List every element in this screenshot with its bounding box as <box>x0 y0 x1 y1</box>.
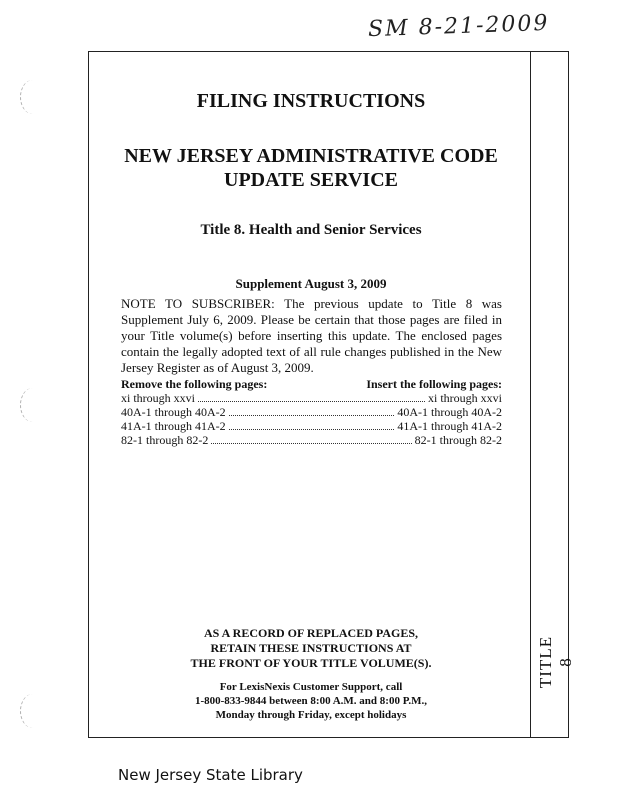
page-list-header <box>121 377 502 391</box>
leader-dots <box>198 401 425 402</box>
supplement-date: Supplement August 3, 2009 <box>235 276 387 291</box>
tab-label: TITLE 8 <box>536 635 575 689</box>
remove-pages: 41A-1 through 41A-2 <box>121 419 226 433</box>
insert-pages: xi through xxvi <box>428 391 502 405</box>
retain-line-1: AS A RECORD OF REPLACED PAGES, <box>203 626 419 640</box>
list-item <box>121 391 502 405</box>
subscriber-note: NOTE TO SUBSCRIBER: The previous update to Title 8 was Supplement July 6, 2009. Please be certain that those pages are filed in your Title volume(s) before inserting this update. The enclosed pages contain the legally adopted text of all rule changes published in the New Jersey Register as of August 3, 2009. <box>121 296 502 375</box>
list-item <box>121 433 502 447</box>
remove-header: Remove the following pages: <box>121 377 268 391</box>
insert-header: Insert the following pages: <box>366 377 502 391</box>
list-item <box>121 419 502 433</box>
support-info <box>96 680 526 722</box>
remove-pages: xi through xxvi <box>121 391 195 405</box>
remove-pages: 40A-1 through 40A-2 <box>121 405 226 419</box>
page-title: FILING INSTRUCTIONS <box>196 90 426 112</box>
support-line-3: Monday through Friday, except holidays <box>215 709 407 721</box>
punch-hole <box>20 694 45 728</box>
support-line-2: 1-800-833-9844 between 8:00 A.M. and 8:00 P.M., <box>194 695 428 707</box>
list-item <box>121 405 502 419</box>
punch-hole <box>20 80 45 114</box>
code-title <box>96 144 526 192</box>
remove-pages: 82-1 through 82-2 <box>121 433 209 447</box>
handwritten-note: SM 8-21-2009 <box>367 10 550 43</box>
code-title-line-2: UPDATE SERVICE <box>224 169 398 191</box>
code-title-line-1: NEW JERSEY ADMINISTRATIVE CODE <box>124 145 498 167</box>
support-line-1: For LexisNexis Customer Support, call <box>219 681 403 693</box>
retain-line-2: RETAIN THESE INSTRUCTIONS AT <box>210 641 412 655</box>
tab-divider <box>530 51 531 738</box>
punch-hole <box>20 388 45 422</box>
page-list <box>121 377 502 447</box>
title-line: Title 8. Health and Senior Services <box>200 222 422 238</box>
footer-stamp: New Jersey State Library <box>118 766 303 784</box>
insert-pages: 41A-1 through 41A-2 <box>397 419 502 433</box>
leader-dots <box>229 415 395 416</box>
retain-notice <box>96 626 526 671</box>
leader-dots <box>229 429 395 430</box>
leader-dots <box>211 443 411 444</box>
retain-line-3: THE FRONT OF YOUR TITLE VOLUME(S). <box>190 656 432 670</box>
insert-pages: 40A-1 through 40A-2 <box>397 405 502 419</box>
insert-pages: 82-1 through 82-2 <box>414 433 502 447</box>
